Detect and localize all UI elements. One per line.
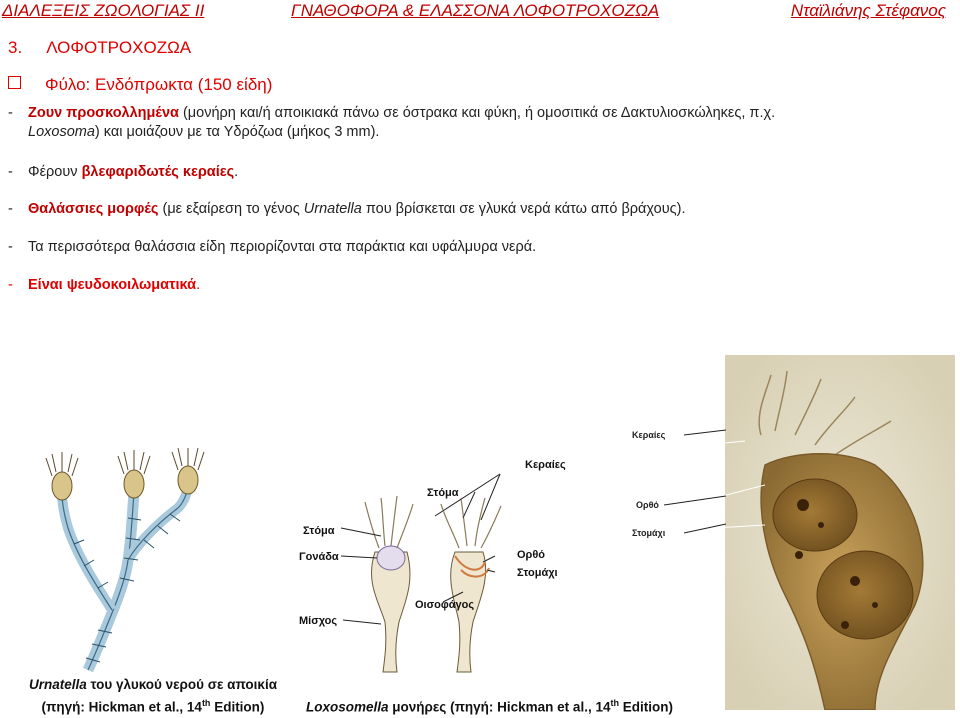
label-stoma-left: Στόμα [303,525,335,537]
phylum-heading [8,75,272,95]
photo-label-keraies: Κεραίες [632,430,666,440]
label-ortho: Ορθό [517,549,546,561]
label-stomaxi: Στομάχι [517,567,558,579]
bullet-coastal: - Τα περισσότερα θαλάσσια είδη περιορίζονται στα παράκτια και υφάλμυρα νερά. [8,239,537,255]
bullet-cilia: - Φέρουν βλεφαριδωτές κεραίες. [8,164,239,180]
section-title [8,38,191,58]
label-keraies: Κεραίες [525,459,566,471]
loxosomella-diagram [295,452,595,674]
loxosomella-micrograph [725,355,955,710]
bullet-pseudocoelom: - Είναι ψευδοκοιλωματικά. [8,277,201,293]
bullet-attached-bold: Ζουν προσκολλημένα [28,105,179,121]
page-header [0,0,960,24]
label-gonada: Γονάδα [299,551,339,563]
bullet-marine: - Θαλάσσιες μορφές (με εξαίρεση το γένος Urnatella που βρίσκεται σε γλυκά νερά κάτω από βράχους). [8,201,686,217]
caption-loxosomella: Loxosomella μονήρες (πηγή: Hickman et al., 14th Edition) [306,698,673,715]
checkbox-bullet-icon [8,76,21,89]
section-name: ΛΟΦΟΤΡΟΧΟΖΩΑ [46,38,192,57]
header-course: ΔΙΑΛΕΞΕΙΣ ΖΩΟΛΟΓΙΑΣ ΙΙ [2,1,205,20]
urnatella-colony-illustration [28,448,268,680]
photo-label-stomaxi: Στομάχι [632,528,666,538]
bullet-attached-cont: Loxosoma) και μοιάζουν με τα Υδρόζωα (μήκος 3 mm). [28,124,380,140]
phylum-text: Φύλο: Ενδόπρωκτα (150 είδη) [45,75,273,94]
caption-urnatella: Urnatella του γλυκού νερού σε αποικία (πηγή: Hickman et al., 14th Edition) [29,677,277,715]
label-misxos: Μίσχος [299,615,338,627]
header-topic: ΓΝΑΘΟΦΟΡΑ & ΕΛΑΣΣΟΝΑ ΛΟΦΟΤΡΟΧΟΖΩΑ [291,1,660,20]
section-number: 3. [8,38,23,57]
header-author: Νταϊλιάνης Στέφανος [790,1,946,20]
label-oisofagos: Οισοφάγος [415,599,475,611]
label-stoma-right: Στόμα [427,487,459,499]
micrograph-labels [628,426,728,546]
photo-label-ortho: Ορθό [636,500,659,510]
bullet-attached: - Ζουν προσκολλημένα (μονήρη και/ή αποικιακά πάνω σε όστρακα και φύκη, ή ομοσιτικά σε Δακτυλιοσκώληκες, π.χ. [8,105,776,121]
